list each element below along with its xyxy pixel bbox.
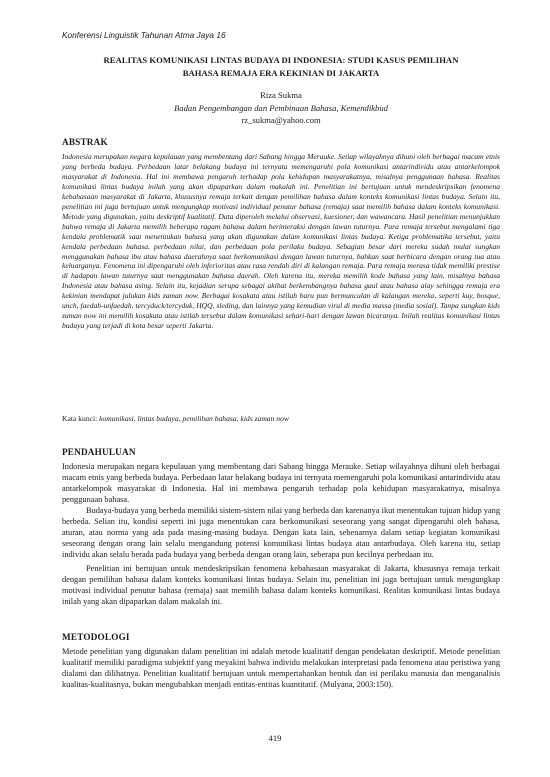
pendahuluan-heading: PENDAHULUAN: [62, 447, 136, 457]
paper-title: [62, 54, 500, 80]
keywords-label: Kata kunci:: [62, 414, 98, 423]
pendahuluan-paragraph-2: Budaya-budaya yang berbeda memiliki sistem-sistem nilai yang berbeda dan karenanya ikut menentukan tujuan hidup yang berbeda. Selian itu, kondisi seperti ini juga menentukan cara berkomunikasi seseorang yang sangat dipengaruhi oleh bahasa, aturan, atau norma yang ada pada masing-masing budaya. Dengan kata lain, sebenarnya dalam setiap kegiatan komunikasi seseorang dengan orang lain selalu mengandung potensi komunikasi lintas budaya atau antarbudaya. Oleh karena itu, setiap individu akan selalu berada pada budaya yang berbeda dengan orang lain, seberapa pun kecilnya perbedaan itu.: [62, 506, 500, 559]
pendahuluan-paragraph-1: Indonesia merupakan negara kepulauan yang membentang dari Sabang hingga Merauke. Setiap wilayahnya dihuni oleh berbagai macam etnis yang berbeda budaya. Perbedaan latar belakang budaya ini ternyata memengaruhi pola komunikasi antarindividu atau antarkelompok masyarakat di Indonesia. Hal ini membawa pengaruh terhadap pola kehidupan masyarakatnya, misalnya penggunaan bahasa.: [62, 462, 500, 504]
abstract-heading: ABSTRAK: [62, 137, 108, 147]
abstract-text: Indonesia merupakan negara kepulauan yang membentang dari Sabang hingga Merauke. Setiap wilayahnya dihuni oleh berbagai macam etnis yang berbeda budaya. Perbedaan latar belakang budaya ini ternyata memengaruhi pola komunikasi antarindividu atau antarkelompok masyarakat di Indonesia. Hal ini membawa pengaruh terhadap pola kehidupan masyarakatnya, misalnya penggunaan bahasa. Realitas komunikasi lintas budaya inilah yang akan dipaparkan dalam makalah ini. Penelitian ini bertujuan untuk mendeskripsikan fenomena kebahasaan masyarakat di Jakarta, khususnya remaja terkait dengan pemilihan bahasa dalam konteks komunikasi lintas budaya. Selain itu, penelitian ini juga bertujuan untuk mengungkap motivasi individual penutur bahasa (remaja) saat memilih bahasa dalam konteks komunikasi. Metode yang digunakan, yaitu deskriptif kualitatif. Data diperoleh melalui observasi, kuesioner, dan wawancara. Hasil penelitian menunjukkan bahwa remaja di Jakarta memilih beberapa ragam bahasa dalam berinteraksi dengan lawan tuturnya. Para remaja tersebut mengalami tiga kendala problematik saat menentukan bahasa yang akan digunakan dalam komunikasi lintas budaya. Ketiga problematika tersebut, yaitu kendala perbedaan bahasa, perbedaan nilai, dan perbedaan pola perilaku budaya. Sebagian besar dari mereka sudah mulai sungkan menggunakan bahasa ibu atau bahasa daerahnya saat berkomunikasi dengan lawan tuturnya, bahkan saat berbicara dengan orang tua atau keluarganya. Fenomena ini dipengaruhi oleh inferioritas atau rasa rendah diri di kalangan remaja. Para remaja merasa tidak memiliki prestise di hadapan lawan tuturnya saat menggunakan bahasa daerah. Oleh karena itu, mereka memilih kode bahasa yang lain, misalnya bahasa Indonesia atau bahasa asing. Selain itu, kejadian serupa sebagai akibat berkembangnya bahasa gaul atau bahasa alay sehingga remaja era kekinian mendapat julukan kids zaman now. Berbagai kosakata atau istilah baru pun bermunculan di kalangan mereka, seperti kuy, bosque, unch, faedah-unfaedah, tercyduck/tercyduk, HQQ, sleding, dan lainnya yang kemudian viral di media massa (media sosial). Tanpa sungkan kids zaman now ini memilih kosakata atau istilah tersebut dalam komunikasi sehari-hari dengan lawan bicaranya. Inilah realitas komunikasi lintas budaya yang terjadi di kota besar seperti Jakarta.: [62, 152, 500, 331]
page-number: 419: [268, 733, 282, 743]
keywords-values: komunikasi, lintas budaya, pemilihan bahasa, kids zaman now: [99, 414, 289, 423]
running-header: Konferensi Linguistik Tahunan Atma Jaya 16: [62, 30, 226, 40]
author-name: Riza Sukma: [260, 90, 302, 100]
author-email[interactable]: rz_sukma@yahoo.com: [241, 115, 321, 125]
metodologi-paragraph-1: Metode penelitian yang digunakan dalam penelitian ini adalah metode kualitatif dengan pendekatan deskriptif. Metode penelitian kualitatif memiliki paradigma subjektif yang meyakini bahwa individu melakukan interpretasi pada fenomena atau peristiwa yang dialami dan dilihatnya. Penelitian kualitatif bertujuan untuk mempertahankan bentuk dan isi perilaku manusia dan menganalisis kualitas-kualitasnya, bukan mengubahkan menjadi entitas-entitas kuantitatif. (Mulyana, 2003:150).: [62, 647, 500, 689]
author-block: [62, 89, 500, 127]
keywords-line: [62, 414, 500, 423]
paper-title-line-1: REALITAS KOMUNIKASI LINTAS BUDAYA DI INDONESIA: STUDI KASUS PEMILIHAN: [103, 55, 459, 65]
paper-title-line-2: BAHASA REMAJA ERA KEKINIAN DI JAKARTA: [182, 68, 380, 78]
pendahuluan-paragraph-3: Penelitian ini bertujuan untuk mendeskripsikan fenomena kebahasaan masyarakat di Jakarta, khususnya remaja terkait dengan pemilihan bahasa dalam konteks komunikasi lintas budaya. Selain itu, penelitian ini juga bertujuan untuk mengungkap motivasi individual penutur bahasa (remaja) saat memilih bahasa dalam konteks komunikasi. Realitas komunikasi lintas budaya inilah yang akan dipaparkan dalam makalah ini.: [62, 564, 500, 606]
metodologi-heading: METODOLOGI: [62, 632, 130, 642]
author-affiliation: Badan Pengembangan dan Pembinaan Bahasa, Kemendikbud: [174, 102, 388, 113]
